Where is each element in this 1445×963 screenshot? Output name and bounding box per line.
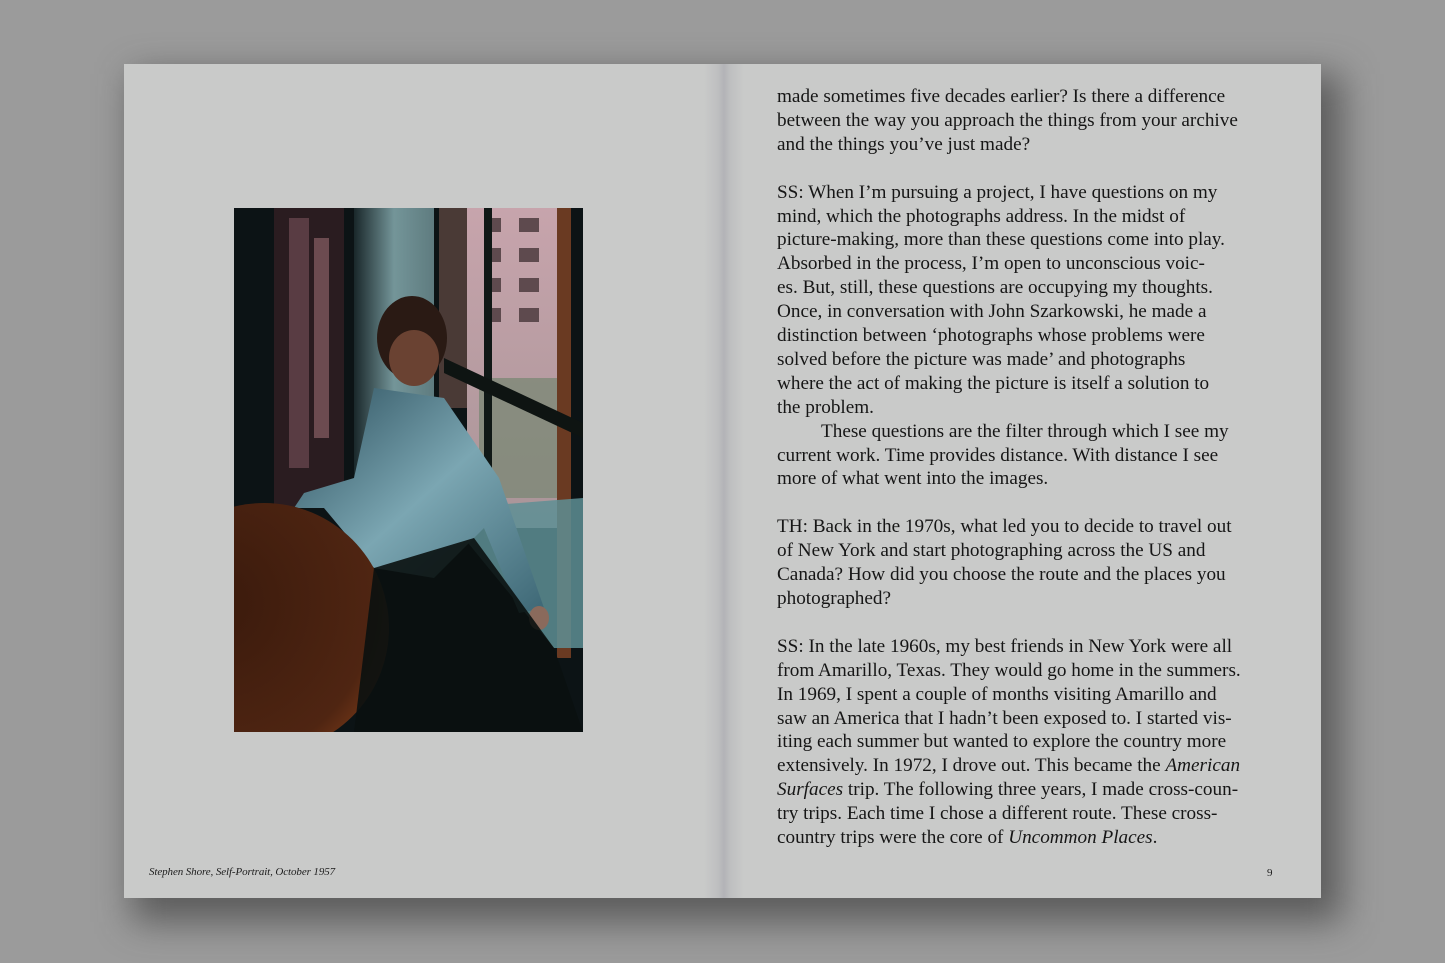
text-line: photographed? bbox=[777, 588, 892, 609]
interview-text bbox=[777, 85, 1287, 850]
self-portrait-photo bbox=[234, 208, 583, 732]
text-line: and the things you’ve just made? bbox=[777, 133, 1031, 155]
right-page bbox=[722, 64, 1321, 898]
text-line: of New York and start photographing across the US and bbox=[777, 540, 1206, 562]
text-line: try trips. Each time I chose a different route. These cross- bbox=[777, 803, 1218, 825]
page-number: 9 bbox=[1267, 867, 1273, 879]
text-line: solved before the picture was made’ and photographs bbox=[777, 348, 1186, 370]
paragraph-th-question bbox=[777, 515, 1287, 611]
text-line: more of what went into the images. bbox=[777, 468, 1049, 490]
book-title-italic: Surfaces bbox=[777, 779, 844, 801]
text-line: . bbox=[1152, 827, 1158, 849]
text-line: Canada? How did you choose the route and the places you bbox=[777, 564, 1226, 586]
photo-illustration bbox=[234, 208, 583, 732]
paragraph-gap bbox=[777, 157, 1287, 181]
text-line: current work. Time provides distance. With distance I see bbox=[777, 444, 1219, 466]
text-line: between the way you approach the things from your archive bbox=[777, 109, 1238, 131]
text-line: distinction between ‘photographs whose problems were bbox=[777, 325, 1205, 347]
text-line: SS: In the late 1960s, my best friends in New York were all bbox=[777, 635, 1233, 657]
book-title-italic: American bbox=[1165, 755, 1241, 777]
photo-caption: Stephen Shore, Self-Portrait, October 1957 bbox=[149, 866, 336, 878]
text-line: saw an America that I hadn’t been exposed to. I started vis- bbox=[777, 707, 1232, 729]
text-line: SS: When I’m pursuing a project, I have questions on my bbox=[777, 181, 1218, 203]
left-page bbox=[124, 64, 722, 898]
paragraph-gap bbox=[777, 491, 1287, 515]
text-line: trip. The following three years, I made cross-coun- bbox=[843, 779, 1239, 801]
text-line: picture-making, more than these questions come into play. bbox=[777, 229, 1225, 251]
text-line: extensively. In 1972, I drove out. This became the bbox=[777, 755, 1166, 777]
paragraph-ss-answer-1 bbox=[777, 181, 1287, 420]
text-line: Absorbed in the process, I’m open to unconscious voic- bbox=[777, 253, 1205, 275]
book-title-italic: Uncommon Places bbox=[1008, 827, 1153, 849]
text-line: iting each summer but wanted to explore the country more bbox=[777, 731, 1227, 753]
paragraph-question-continuation bbox=[777, 85, 1287, 157]
text-line: country trips were the core of bbox=[777, 827, 1009, 849]
text-line: Once, in conversation with John Szarkowski, he made a bbox=[777, 301, 1207, 323]
text-line: TH: Back in the 1970s, what led you to decide to travel out bbox=[777, 516, 1232, 538]
text-line: In 1969, I spent a couple of months visiting Amarillo and bbox=[777, 683, 1217, 705]
text-line: es. But, still, these questions are occupying my thoughts. bbox=[777, 277, 1213, 299]
text-line: where the act of making the picture is itself a solution to bbox=[777, 372, 1210, 394]
text-line: the problem. bbox=[777, 396, 874, 418]
text-line: mind, which the photographs address. In the midst of bbox=[777, 205, 1186, 227]
paragraph-ss-answer-2 bbox=[777, 420, 1287, 492]
book-spread bbox=[124, 64, 1321, 898]
text-line: These questions are the filter through which I see my bbox=[821, 420, 1229, 442]
text-line: made sometimes five decades earlier? Is there a difference bbox=[777, 86, 1226, 107]
text-line: from Amarillo, Texas. They would go home in the summers. bbox=[777, 659, 1241, 681]
paragraph-gap bbox=[777, 611, 1287, 635]
paragraph-ss-answer-3 bbox=[777, 635, 1287, 850]
